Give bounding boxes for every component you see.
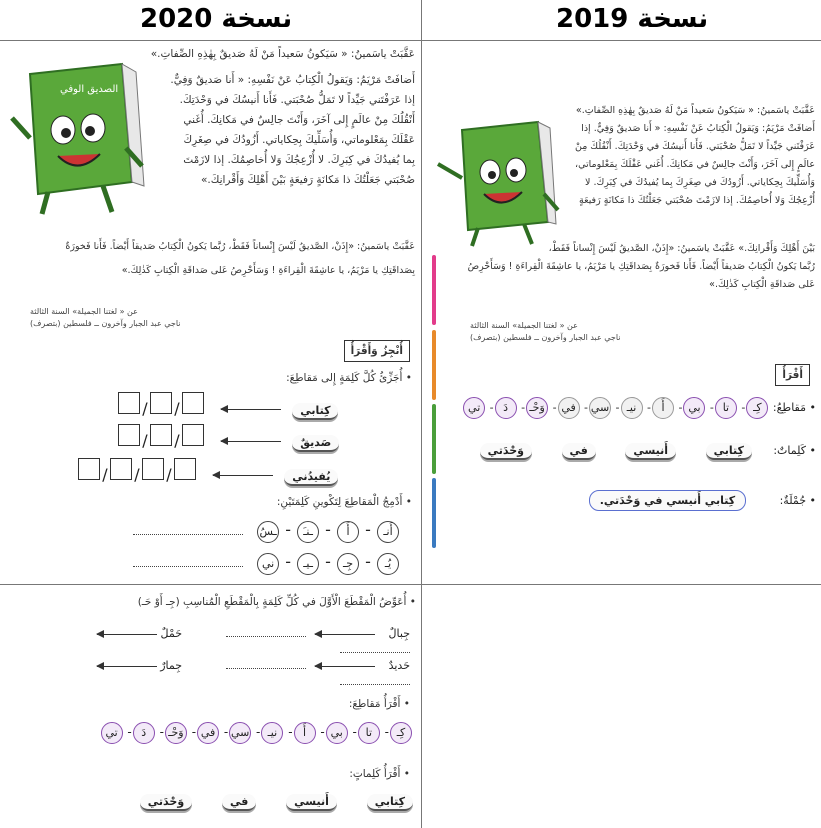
word-chip: كِتابي xyxy=(706,443,752,460)
passage-line: أُزْعِجُكَ وَلا أُخاصِمُكَ. إذا لازَمْتَ صُحْبَتي جَعَلْتُكَ ذا مَكانَةٍ رَفيعَةٍ xyxy=(579,195,815,206)
syllable-chip: بي xyxy=(326,722,348,744)
segment-box[interactable] xyxy=(174,458,196,480)
syllable-chip: نيـ xyxy=(261,722,283,744)
word-chip: في xyxy=(562,443,596,460)
syllable-chip: في xyxy=(558,397,580,419)
syllable-chip: في xyxy=(197,722,219,744)
passage-line: أَضافَتْ مَرْيَمُ: وَيَقولُ الْكِتابُ عَنْ نَفْسِهِ: « أَنا صَديقٌ وَفِيٌّ. إذا xyxy=(581,123,815,134)
syllable-chip: وَحْـ xyxy=(165,722,187,744)
passage-line: أَضافَتْ مَرْيَمُ: وَيَقولُ الْكِتابُ عَنْ نَفْسِهِ: « أَنا صَديقٌ وَفِيٌّ. xyxy=(170,74,415,86)
syllable-chip: نيـ xyxy=(621,397,643,419)
segment-box[interactable] xyxy=(78,458,100,480)
arrow-icon xyxy=(315,634,375,635)
row-divider xyxy=(0,584,821,585)
task3-answer: جِمارٌ xyxy=(160,659,183,672)
source-line: عن « لغتنا الجميلة» السنة الثالثة xyxy=(470,321,578,330)
arrow-icon xyxy=(97,666,157,667)
task4-label: • أَقْرَأُ مَقاطِعَ: xyxy=(349,698,410,710)
task1-word: صَديقٌ xyxy=(292,435,339,452)
syllable-chip: سي xyxy=(589,397,611,419)
section-heading: أُنْجِزُ وَأَقْرَأُ xyxy=(344,340,410,362)
syllable-chip: أَ xyxy=(337,521,359,543)
arrow-icon xyxy=(315,666,375,667)
word-chip: وَحْدَتي xyxy=(480,443,532,460)
segment-box[interactable] xyxy=(150,392,172,414)
segment-box[interactable] xyxy=(182,392,204,414)
task1-word: كِتابي xyxy=(292,403,338,420)
syllable-chip: أَنـ xyxy=(377,521,399,543)
syllable-chip: أَ xyxy=(652,397,674,419)
syllable-row-2019: • مَقاطِعُ: كِـ- تا- بي- أَ- نيـ- سي- في- وَحْـ- دَ- تي xyxy=(440,397,816,419)
segment-row-1: / / كِتابي xyxy=(118,392,358,420)
task5-label: • أَقْرَأُ كَلِماتٍ: xyxy=(349,768,410,780)
syllable-chip: تا xyxy=(358,722,380,744)
answer-line[interactable] xyxy=(226,624,306,637)
passage-line: عَقَّبَتْ ياسَمينُ: « سَيَكونُ سَعيداً مَنْ لَهُ صَديقٌ بِهٰذِهِ الصِّفاتِ.» xyxy=(575,105,815,116)
syllable-chip: ني xyxy=(257,553,279,575)
syllable-chip: ـسُ xyxy=(257,521,279,543)
passage-continuation-2020 xyxy=(10,238,415,280)
words-label: • كَلِماتٌ: xyxy=(773,444,816,457)
section-title-2019 xyxy=(720,364,810,386)
words-row-2020 xyxy=(18,794,413,811)
task1-word: يُفيدُني xyxy=(284,469,338,486)
section-title-2020 xyxy=(270,340,410,362)
syllable-chip: دَ xyxy=(133,722,155,744)
syllables-label: • مَقاطِعُ: xyxy=(773,401,816,414)
header-2019: نسخة 2019 xyxy=(556,4,709,34)
task3-row-2 xyxy=(30,656,410,678)
passage-line: عَرَفْتَني جَيِّداً لا تَمَلُّ صُحْبَتي. فَأَنا أَنيسُكَ في وَحْدَتِكَ. أَنْقُلُكَ مِنْ xyxy=(574,141,815,152)
syllable-chip: تي xyxy=(463,397,485,419)
segment-box[interactable] xyxy=(118,424,140,446)
source-citation-2020 xyxy=(30,306,260,330)
source-line: ناجي عبد الجبار وآخرون ــ فلسطين (بتصرف) xyxy=(470,333,621,342)
task2-row-2: يُـ - جِـ - ـيـ - ني xyxy=(100,552,400,578)
word-chip: في xyxy=(222,794,256,811)
task1-label: • أُجَزِّئُ كُلَّ كَلِمَةٍ إِلى مَقاطِعَ: xyxy=(286,372,412,384)
task4-instruction xyxy=(250,694,410,714)
book-character-illustration xyxy=(8,58,146,218)
syllable-chip: كِـ xyxy=(390,722,412,744)
task1-instruction xyxy=(180,368,412,388)
task3-row-1 xyxy=(30,624,410,646)
passage-line: عَقَّبَتْ ياسَمينُ: «إِذَنْ، الصَّديقُ لَيْسَ إِنْساناً فَقَطْ، رُبَّما يَكونُ الْكِتابُ صَديقاً أَيْضاً. فَأَنا فَخورَةٌ xyxy=(65,241,415,252)
passage-line: بِما يُفيدُكَ في كِبَرِكَ. لا أُزْعِجُكَ وَلا أُخاصِمُكَ. إذا لازَمْتَ xyxy=(183,154,415,166)
syllable-chip: أَ xyxy=(294,722,316,744)
passage-line: إذا عَرَفْتَني جَيِّداً لا تَمَلُّ صُحْبَتي. فَأَنا أَنيسُكَ في وَحْدَتِكَ. xyxy=(179,94,415,106)
syllable-chip: كِـ xyxy=(746,397,768,419)
task3-label: • أُعَوِّضُ الْمَقْطَعَ الْأَوَّلَ في كُلِّ كَلِمَةٍ بِالْمَقْطَعِ الْمُناسِبِ (جِـ أَوْ حَـ) xyxy=(138,596,416,608)
words-row-2019 xyxy=(440,443,816,460)
syllable-chip: تي xyxy=(101,722,123,744)
arrow-icon xyxy=(221,441,281,442)
column-divider xyxy=(421,0,422,828)
sentence-row-2019 xyxy=(440,490,816,511)
segment-box[interactable] xyxy=(182,424,204,446)
color-bar xyxy=(432,478,436,548)
task3-answer: حَمْلٌ xyxy=(160,627,183,640)
color-bar xyxy=(432,404,436,474)
arrow-icon xyxy=(221,409,281,410)
answer-line[interactable] xyxy=(340,672,410,685)
header-divider xyxy=(0,40,821,41)
word-chip: أَنيسي xyxy=(286,794,337,811)
syllable-chip: ـيـ xyxy=(297,553,319,575)
color-bar xyxy=(432,330,436,400)
passage-line: صُحْبَتي جَعَلْتُكَ ذا مَكانَةٍ رَفيعَةٍ بَيْنَ أَهْلِكَ وَأَقْرانِكَ.» xyxy=(200,174,415,186)
section-heading: أَقْرَأُ xyxy=(775,364,810,386)
passage-line: رُبَّما يَكونُ الْكِتابُ صَديقاً أَيْضاً. فَأَنا فَخورَةٌ بِصَداقَتِكِ يا مَرْيَمُ، يا عاشِقَةَ الْقِراءَةِ ! وَسَأَحْرِصُ xyxy=(467,261,815,272)
task2-label: • أَدْمِجُ الْمَقاطِعَ لِتَكْوينِ كَلِمَتَيْنِ: xyxy=(277,496,412,508)
passage-line: عَقَّبَتْ ياسَمينُ: « سَيَكونُ سَعيداً مَنْ لَهُ صَديقٌ بِهٰذِهِ الصِّفاتِ.» xyxy=(150,48,415,60)
segment-box[interactable] xyxy=(150,424,172,446)
passage-line: عَلى صَداقَةِ الْكِتابِ كَذٰلِكَ.» xyxy=(709,279,815,290)
arrow-icon xyxy=(213,475,273,476)
passage-line: بَيْنَ أَهْلِكَ وَأَقْرانِكَ.» عَقَّبَتْ ياسَمينُ: «إِذَنْ، الصَّديقُ لَيْسَ إِنْساناً فَقَطْ، xyxy=(548,243,815,254)
syllable-chip: بي xyxy=(683,397,705,419)
sentence-label: • جُمْلَةٌ: xyxy=(780,494,816,507)
segment-row-2: / / صَديقٌ xyxy=(118,424,358,452)
reading-passage-2019 xyxy=(570,102,815,210)
book-character-illustration-2019 xyxy=(432,118,560,248)
passage-line: أَنْقُلُكَ مِنْ عالَمٍ إِلى آخَرَ، وَأَنْتَ جالِسٌ في مَكانِكَ. أُغَني xyxy=(183,114,415,126)
answer-line[interactable] xyxy=(133,522,243,535)
task2-instruction xyxy=(180,492,412,512)
syllable-chip: تا xyxy=(715,397,737,419)
task3-word: جِبالٌ xyxy=(388,627,410,640)
segment-row-3: / / / يُفيدُني xyxy=(78,458,368,486)
source-line: عن « لغتنا الجميلة» السنة الثالثة xyxy=(30,307,138,316)
task2-row-1: أَنـ - أَ - ـنـَ - ـسُ xyxy=(100,520,400,546)
syllable-chip: سي xyxy=(229,722,251,744)
arrow-icon xyxy=(97,634,157,635)
source-line: ناجي عبد الجبار وآخرون ــ فلسطين (بتصرف) xyxy=(30,319,181,328)
syllable-chip: جِـ xyxy=(337,553,359,575)
word-chip: أَنيسي xyxy=(625,443,676,460)
book-cover-title: الصديق الوفي xyxy=(60,84,119,95)
answer-line[interactable] xyxy=(340,640,410,653)
segment-box[interactable] xyxy=(142,458,164,480)
passage-line: وَأُسَلِّيكَ بِحِكاياتي. أَزُودُكَ في صِغَرِكَ بِما يُفيدُكَ في كِبَرِكَ. لا xyxy=(585,177,815,188)
syllable-row-2020: كِـ- تا- بي- أَ- نيـ- سي- في- وَحْـ- دَ- تي xyxy=(18,722,413,744)
syllable-chip: وَحْـ xyxy=(526,397,548,419)
color-bar xyxy=(432,255,436,325)
passage-line: عالَمٍ إِلى آخَرَ، وَأَنْتَ جالِسٌ في مَكانِكَ. أُغَني عَقْلَكَ بِمَعْلوماتي، xyxy=(575,159,815,170)
sentence-chip: كِتابي أَنيسي في وَحْدَتي. xyxy=(589,490,746,511)
segment-box[interactable] xyxy=(110,458,132,480)
source-citation-2019 xyxy=(470,320,700,344)
answer-line[interactable] xyxy=(133,554,243,567)
task3-word: حَديدٌ xyxy=(388,659,410,672)
word-chip: وَحْدَتي xyxy=(140,794,192,811)
passage-line: عَقْلَكَ بِمَعْلوماتي، وَأُسَلِّيكَ بِحِكاياتي. أَزُودُكَ في صِغَرِكَ xyxy=(183,134,415,146)
answer-line[interactable] xyxy=(226,656,306,669)
syllable-chip: يُـ xyxy=(377,553,399,575)
header-2020: 2020 نسخة xyxy=(140,4,293,34)
passage-line: بِصَداقَتِكِ يا مَرْيَمُ، يا عاشِقَةَ الْقِراءَةِ ! وَسَأَحْرِصُ عَلى صَداقَةِ الْكِتابِ كَذٰلِكَ.» xyxy=(121,265,415,276)
task5-instruction xyxy=(250,764,410,784)
syllable-chip: دَ xyxy=(495,397,517,419)
reading-passage-2020 xyxy=(150,44,415,190)
task3-instruction xyxy=(20,592,416,612)
word-chip: كِتابي xyxy=(367,794,413,811)
syllable-chip: ـنـَ xyxy=(297,521,319,543)
segment-box[interactable] xyxy=(118,392,140,414)
